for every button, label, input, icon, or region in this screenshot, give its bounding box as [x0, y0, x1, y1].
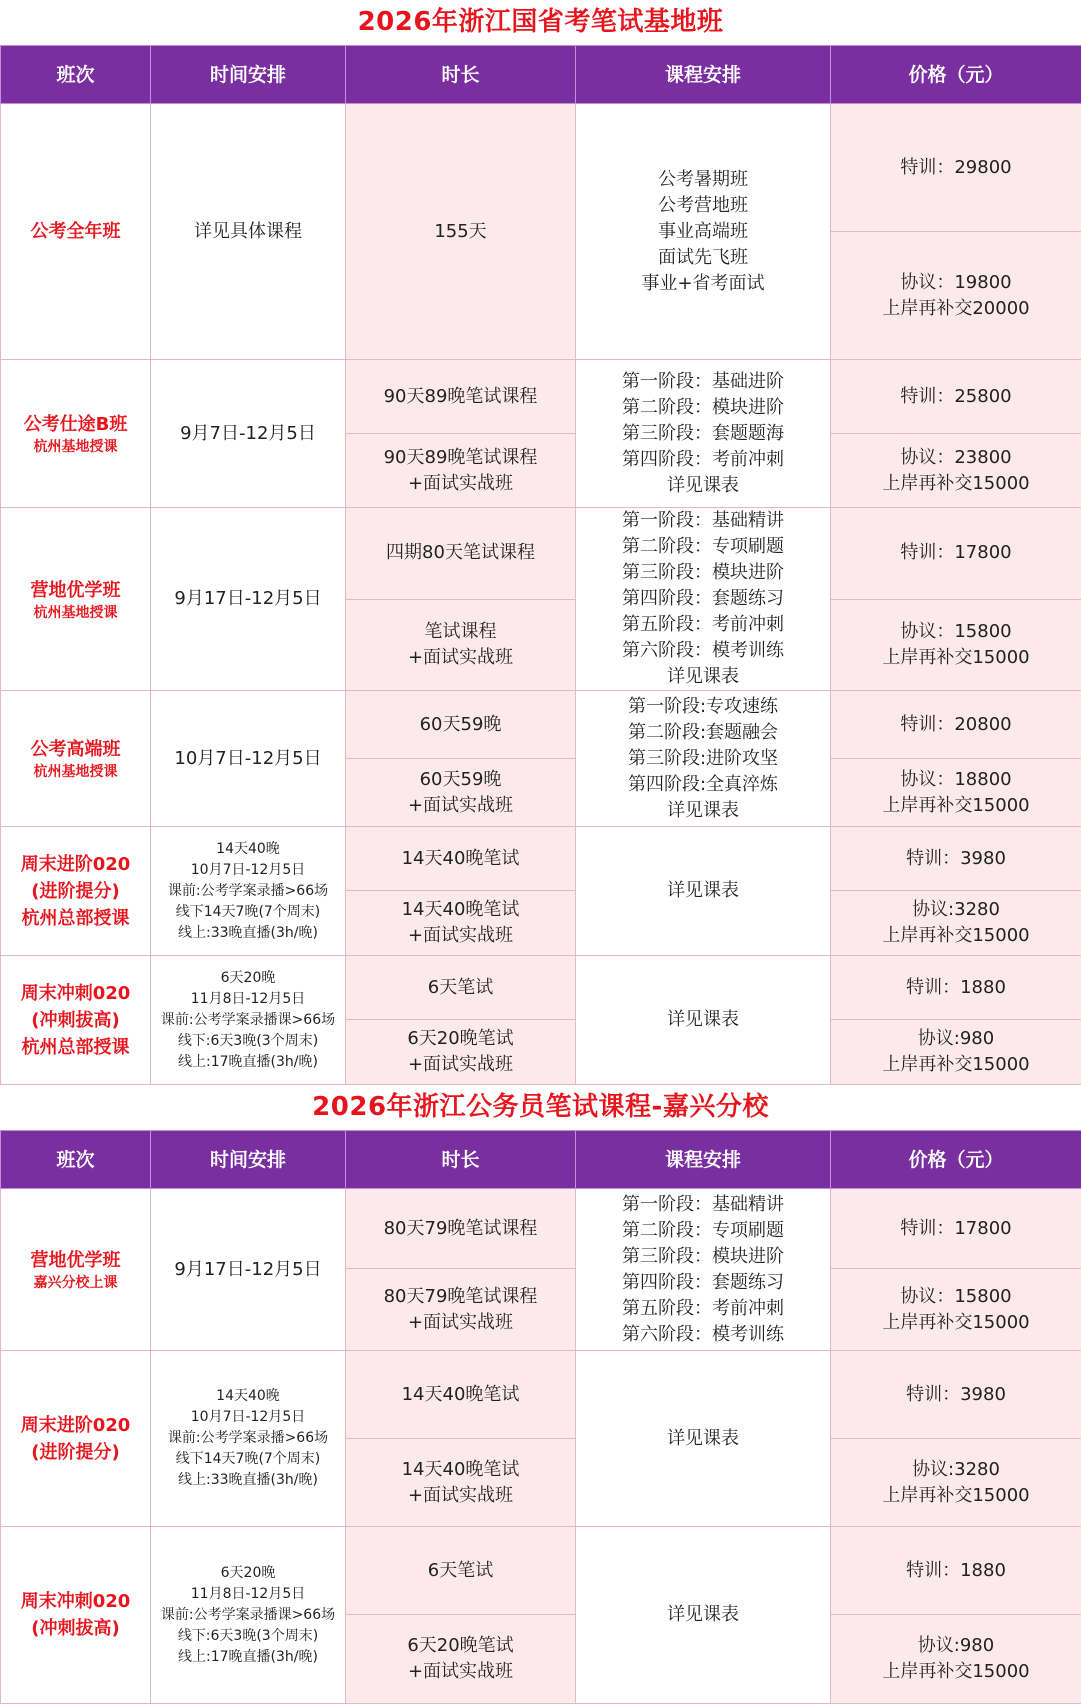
course-text: 详见课表: [576, 1007, 830, 1033]
duration-text: 6天笔试: [346, 1558, 575, 1584]
course-cell: [576, 1351, 831, 1527]
class-name-cell: [1, 508, 151, 691]
duration-text: 80天79晚笔试课程: [346, 1216, 575, 1242]
price-text: 特训：29800: [831, 155, 1081, 181]
price-text: 特训：1880: [831, 1558, 1081, 1584]
price-text: 上岸再补交15000: [831, 923, 1081, 949]
table-row: [1, 956, 1081, 1020]
duration-text: 6天20晚笔试: [346, 1026, 575, 1052]
duration-text: +面试实战班: [346, 1483, 575, 1509]
class-name: 公考仕途B班: [1, 411, 150, 438]
class-name: 周末进阶020: [1, 851, 150, 878]
class-name-cell: [1, 1189, 151, 1351]
course-text: 第二阶段：专项刷题: [576, 534, 830, 560]
class-location: 杭州基地授课: [1, 438, 150, 456]
price-cell: [831, 759, 1081, 827]
course-cell: [576, 104, 831, 360]
schedule-cell: [151, 1351, 346, 1527]
table-row: [1, 827, 1081, 891]
schedule-cell: [151, 691, 346, 827]
price-cell: [831, 1020, 1081, 1085]
duration-cell: [346, 1615, 576, 1704]
course-cell: [576, 691, 831, 827]
price-cell: [831, 1351, 1081, 1439]
table-row: [1, 104, 1081, 232]
price-text: 特训：1880: [831, 975, 1081, 1001]
schedule-cell: [151, 508, 346, 691]
duration-cell: [346, 1269, 576, 1351]
schedule-cell: [151, 956, 346, 1085]
price-text: 上岸再补交20000: [831, 296, 1081, 322]
price-cell: [831, 956, 1081, 1020]
class-name-cell: [1, 360, 151, 508]
section-title: 2026年浙江公务员笔试课程-嘉兴分校: [0, 1085, 1081, 1130]
duration-text: 90天89晚笔试课程: [346, 445, 575, 471]
duration-text: 14天40晚笔试: [346, 1457, 575, 1483]
course-cell: [576, 956, 831, 1085]
class-name: (进阶提分): [1, 878, 150, 905]
class-location: 杭州基地授课: [1, 604, 150, 622]
schedule-cell: [151, 360, 346, 508]
price-text: 协议：15800: [831, 619, 1081, 645]
course-table: [0, 45, 1081, 1085]
course-text: 第三阶段：模块进阶: [576, 1244, 830, 1270]
duration-cell: [346, 360, 576, 434]
price-cell: [831, 360, 1081, 434]
duration-text: 6天笔试: [346, 975, 575, 1001]
class-name: 杭州总部授课: [1, 1034, 150, 1061]
duration-text: 60天59晚: [346, 712, 575, 738]
class-name: (进阶提分): [1, 1439, 150, 1466]
schedule-text: 线上:33晚直播(3h/晚): [151, 1470, 345, 1491]
price-text: 特训：25800: [831, 384, 1081, 410]
course-text: 第一阶段：基础精讲: [576, 1192, 830, 1218]
schedule-text: 14天40晚: [151, 1386, 345, 1407]
table-row: [1, 360, 1081, 434]
course-text: 第四阶段:全真淬炼: [576, 772, 830, 798]
course-text: 第六阶段：模考训练: [576, 638, 830, 664]
price-text: 特训：17800: [831, 1216, 1081, 1242]
class-name: 周末冲刺020: [1, 1588, 150, 1615]
duration-text: +面试实战班: [346, 645, 575, 671]
course-cell: [576, 827, 831, 956]
schedule-cell: [151, 827, 346, 956]
section-jiaxing: [0, 1085, 1081, 1704]
schedule-text: 线下14天7晚(7个周末): [151, 1449, 345, 1470]
class-name: (冲刺拔高): [1, 1615, 150, 1642]
duration-cell: [346, 956, 576, 1020]
header-time: 时间安排: [151, 46, 346, 104]
course-text: 第一阶段：基础进阶: [576, 369, 830, 395]
duration-text: +面试实战班: [346, 1052, 575, 1078]
header-time: 时间安排: [151, 1131, 346, 1189]
course-text: 第五阶段：考前冲刺: [576, 612, 830, 638]
price-text: 上岸再补交15000: [831, 1659, 1081, 1685]
price-text: 上岸再补交15000: [831, 793, 1081, 819]
header-course: 课程安排: [576, 1131, 831, 1189]
course-cell: [576, 508, 831, 691]
course-text: 公考暑期班: [576, 167, 830, 193]
duration-text: +面试实战班: [346, 471, 575, 497]
price-text: 特训：17800: [831, 540, 1081, 566]
price-cell: [831, 891, 1081, 956]
duration-text: 14天40晚笔试: [346, 846, 575, 872]
course-text: 详见课表: [576, 473, 830, 499]
price-cell: [831, 1527, 1081, 1615]
price-text: 协议：23800: [831, 445, 1081, 471]
schedule-text: 线上:33晚直播(3h/晚): [151, 923, 345, 944]
price-text: 协议:3280: [831, 1457, 1081, 1483]
schedule-text: 线下:6天3晚(3个周末): [151, 1031, 345, 1052]
duration-cell: [346, 104, 576, 360]
duration-text: 笔试课程: [346, 619, 575, 645]
schedule-text: 课前:公考学案录播>66场: [151, 881, 345, 902]
course-text: 详见课表: [576, 798, 830, 824]
schedule-text: 11月8日-12月5日: [151, 1584, 345, 1605]
class-name: 营地优学班: [1, 1247, 150, 1274]
schedule-text: 9月17日-12月5日: [151, 586, 345, 612]
class-name-cell: [1, 104, 151, 360]
schedule-text: 10月7日-12月5日: [151, 1407, 345, 1428]
class-name-cell: [1, 1527, 151, 1704]
class-name-cell: [1, 1351, 151, 1527]
duration-cell: [346, 599, 576, 691]
schedule-text: 6天20晚: [151, 1563, 345, 1584]
price-cell: [831, 508, 1081, 600]
class-location: 嘉兴分校上课: [1, 1274, 150, 1292]
price-text: 上岸再补交15000: [831, 1310, 1081, 1336]
course-text: 第三阶段:进阶攻坚: [576, 746, 830, 772]
duration-cell: [346, 759, 576, 827]
price-cell: [831, 104, 1081, 232]
price-cell: [831, 1269, 1081, 1351]
course-text: 第四阶段：套题练习: [576, 586, 830, 612]
price-cell: [831, 232, 1081, 360]
schedule-text: 9月7日-12月5日: [151, 421, 345, 447]
duration-text: +面试实战班: [346, 793, 575, 819]
price-cell: [831, 1615, 1081, 1704]
price-text: 特训：3980: [831, 846, 1081, 872]
header-price: 价格（元）: [831, 1131, 1081, 1189]
header-duration: 时长: [346, 46, 576, 104]
class-name-cell: [1, 691, 151, 827]
duration-text: +面试实战班: [346, 1659, 575, 1685]
class-name-cell: [1, 956, 151, 1085]
table-row: [1, 508, 1081, 600]
class-name-cell: [1, 827, 151, 956]
class-location: 杭州基地授课: [1, 763, 150, 781]
header-course: 课程安排: [576, 46, 831, 104]
table-row: [1, 1351, 1081, 1439]
duration-text: 80天79晚笔试课程: [346, 1284, 575, 1310]
duration-cell: [346, 691, 576, 759]
duration-cell: [346, 1020, 576, 1085]
course-text: 第二阶段：模块进阶: [576, 395, 830, 421]
course-text: 公考营地班: [576, 193, 830, 219]
schedule-text: 线上:17晚直播(3h/晚): [151, 1052, 345, 1073]
course-text: 第六阶段：模考训练: [576, 1322, 830, 1348]
duration-cell: [346, 827, 576, 891]
course-text: 第一阶段：基础精讲: [576, 508, 830, 534]
price-cell: [831, 827, 1081, 891]
course-text: 第四阶段：考前冲刺: [576, 447, 830, 473]
price-text: 上岸再补交15000: [831, 1052, 1081, 1078]
schedule-text: 线下:6天3晚(3个周末): [151, 1626, 345, 1647]
course-cell: [576, 1527, 831, 1704]
price-text: 特训：20800: [831, 712, 1081, 738]
schedule-text: 6天20晚: [151, 968, 345, 989]
duration-cell: [346, 508, 576, 600]
schedule-text: 14天40晚: [151, 839, 345, 860]
price-cell: [831, 1189, 1081, 1269]
price-text: 协议：19800: [831, 270, 1081, 296]
course-cell: [576, 360, 831, 508]
schedule-text: 详见具体课程: [151, 219, 345, 245]
header-price: 价格（元）: [831, 46, 1081, 104]
course-text: 详见课表: [576, 1426, 830, 1452]
schedule-text: 课前:公考学案录播>66场: [151, 1428, 345, 1449]
duration-text: 四期80天笔试课程: [346, 540, 575, 566]
price-cell: [831, 691, 1081, 759]
schedule-cell: [151, 1527, 346, 1704]
header-duration: 时长: [346, 1131, 576, 1189]
course-text: 详见课表: [576, 878, 830, 904]
duration-text: +面试实战班: [346, 1310, 575, 1336]
duration-cell: [346, 1189, 576, 1269]
price-cell: [831, 1439, 1081, 1527]
course-text: 面试先飞班: [576, 245, 830, 271]
schedule-text: 10月7日-12月5日: [151, 860, 345, 881]
course-text: 第三阶段：模块进阶: [576, 560, 830, 586]
class-name: (冲刺拔高): [1, 1007, 150, 1034]
duration-cell: [346, 434, 576, 508]
section-title: 2026年浙江国省考笔试基地班: [0, 0, 1081, 45]
schedule-cell: [151, 104, 346, 360]
course-text: 第一阶段:专攻速练: [576, 694, 830, 720]
table-row: [1, 1189, 1081, 1269]
course-text: 详见课表: [576, 664, 830, 690]
price-text: 协议:980: [831, 1633, 1081, 1659]
duration-text: 155天: [346, 219, 575, 245]
class-name: 公考全年班: [1, 218, 150, 245]
schedule-text: 10月7日-12月5日: [151, 746, 345, 772]
course-text: 第三阶段：套题题海: [576, 421, 830, 447]
class-name: 周末进阶020: [1, 1412, 150, 1439]
price-text: 协议:3280: [831, 897, 1081, 923]
duration-cell: [346, 891, 576, 956]
schedule-cell: [151, 1189, 346, 1351]
price-text: 协议：15800: [831, 1284, 1081, 1310]
schedule-text: 线下14天7晚(7个周末): [151, 902, 345, 923]
price-cell: [831, 599, 1081, 691]
duration-text: 14天40晚笔试: [346, 897, 575, 923]
price-text: 协议:980: [831, 1026, 1081, 1052]
schedule-text: 9月17日-12月5日: [151, 1257, 345, 1283]
course-text: 第二阶段：专项刷题: [576, 1218, 830, 1244]
duration-text: 6天20晚笔试: [346, 1633, 575, 1659]
schedule-text: 线上:17晚直播(3h/晚): [151, 1647, 345, 1668]
course-text: 事业+省考面试: [576, 271, 830, 297]
course-text: 事业高端班: [576, 219, 830, 245]
header-class: 班次: [1, 46, 151, 104]
schedule-text: 11月8日-12月5日: [151, 989, 345, 1010]
price-text: 上岸再补交15000: [831, 1483, 1081, 1509]
table-row: [1, 691, 1081, 759]
duration-cell: [346, 1527, 576, 1615]
course-text: 第四阶段：套题练习: [576, 1270, 830, 1296]
price-text: 上岸再补交15000: [831, 471, 1081, 497]
class-name: 周末冲刺020: [1, 980, 150, 1007]
table-row: [1, 1527, 1081, 1615]
class-name: 公考高端班: [1, 736, 150, 763]
course-text: 第五阶段：考前冲刺: [576, 1296, 830, 1322]
price-text: 上岸再补交15000: [831, 645, 1081, 671]
class-name: 杭州总部授课: [1, 905, 150, 932]
duration-cell: [346, 1439, 576, 1527]
schedule-text: 课前:公考学案录播课>66场: [151, 1010, 345, 1031]
duration-cell: [346, 1351, 576, 1439]
price-cell: [831, 434, 1081, 508]
duration-text: 90天89晚笔试课程: [346, 384, 575, 410]
course-text: 详见课表: [576, 1602, 830, 1628]
duration-text: 14天40晚笔试: [346, 1382, 575, 1408]
header-class: 班次: [1, 1131, 151, 1189]
course-cell: [576, 1189, 831, 1351]
price-text: 特训：3980: [831, 1382, 1081, 1408]
schedule-text: 课前:公考学案录播课>66场: [151, 1605, 345, 1626]
course-text: 第二阶段:套题融会: [576, 720, 830, 746]
course-table: [0, 1130, 1081, 1704]
price-text: 协议：18800: [831, 767, 1081, 793]
duration-text: +面试实战班: [346, 923, 575, 949]
duration-text: 60天59晚: [346, 767, 575, 793]
class-name: 营地优学班: [1, 577, 150, 604]
